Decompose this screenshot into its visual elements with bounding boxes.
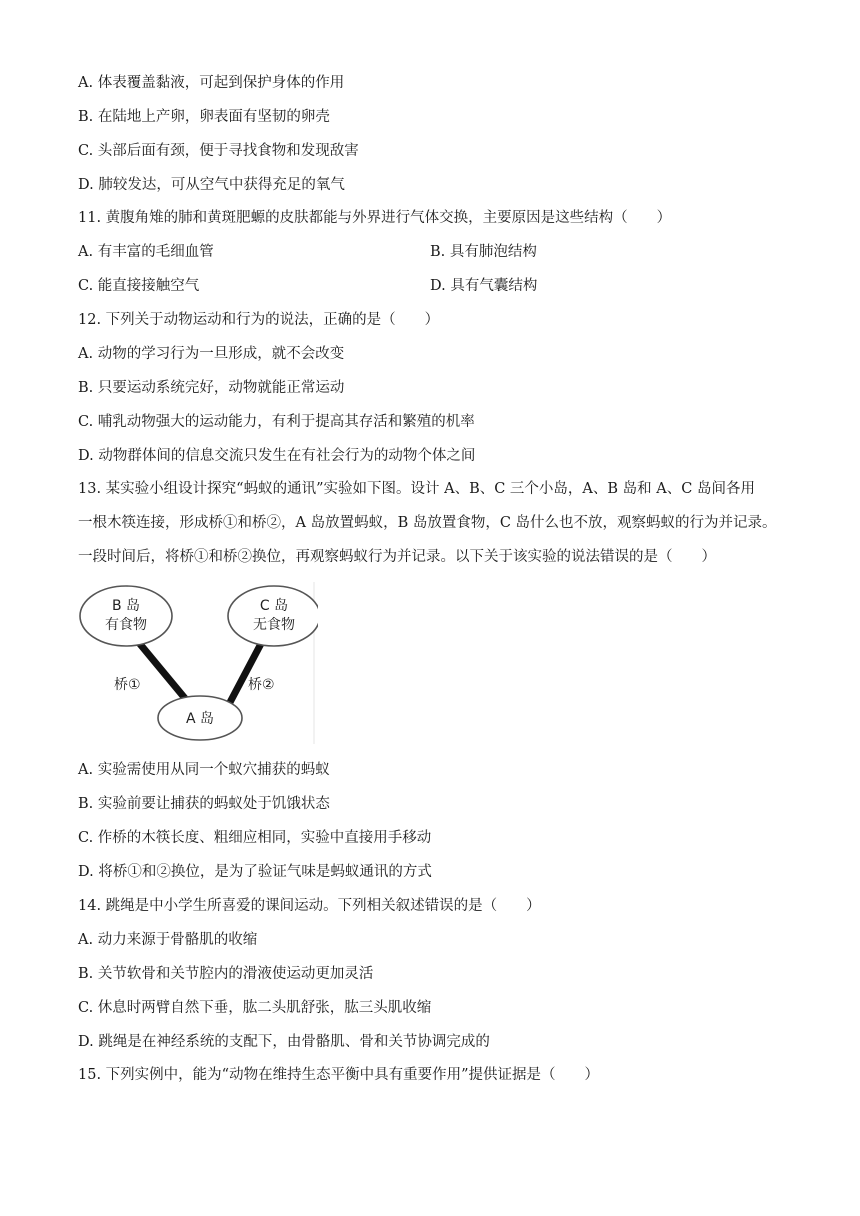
q12-option-d: D. 动物群体间的信息交流只发生在有社会行为的动物个体之间 [78, 448, 476, 464]
q14-stem: 14. 跳绳是中小学生所喜爱的课间运动。下列相关叙述错误的是（ ） [78, 898, 541, 914]
q12-option-c: C. 哺乳动物强大的运动能力，有利于提高其存活和繁殖的机率 [78, 414, 475, 430]
ant-experiment-figure [78, 582, 318, 744]
q13-stem-line1: 13. 某实验小组设计探究“蚂蚁的通讯”实验如下图。设计 A、B、C 三个小岛，A、B 岛和 A、C 岛间各用 [78, 481, 755, 497]
q11-option-c: C. 能直接接触空气 [78, 278, 200, 294]
q14-option-b: B. 关节软骨和关节腔内的滑液使运动更加灵活 [78, 966, 374, 982]
q12-stem: 12. 下列关于动物运动和行为的说法，正确的是（ ） [78, 312, 440, 328]
q12-option-a: A. 动物的学习行为一旦形成，就不会改变 [78, 346, 345, 362]
q14-option-d: D. 跳绳是在神经系统的支配下，由骨骼肌、骨和关节协调完成的 [78, 1034, 490, 1050]
q10-option-d: D. 肺较发达，可从空气中获得充足的氧气 [78, 177, 345, 193]
q11-option-a: A. 有丰富的毛细血管 [78, 244, 214, 260]
island-a-name: A 岛 [185, 711, 215, 727]
q10-option-a: A. 体表覆盖黏液，可起到保护身体的作用 [78, 75, 345, 91]
island-c [228, 586, 318, 646]
q13-option-a: A. 实验需使用从同一个蚁穴捕获的蚂蚁 [78, 762, 330, 778]
island-c-note: 无食物 [253, 617, 295, 633]
bridge-2-label: 桥② [248, 677, 275, 693]
island-b-name: B 岛 [111, 598, 141, 614]
q11-option-d: D. 具有气囊结构 [430, 278, 538, 294]
q11-option-b: B. 具有肺泡结构 [430, 244, 537, 260]
island-c-name: C 岛 [259, 598, 289, 614]
q14-option-c: C. 休息时两臂自然下垂，肱二头肌舒张，肱三头肌收缩 [78, 1000, 432, 1016]
q12-option-b: B. 只要运动系统完好，动物就能正常运动 [78, 380, 345, 396]
q10-option-b: B. 在陆地上产卵，卵表面有坚韧的卵壳 [78, 109, 330, 125]
q13-option-b: B. 实验前要让捕获的蚂蚁处于饥饿状态 [78, 796, 330, 812]
q13-option-d: D. 将桥①和②换位，是为了验证气味是蚂蚁通讯的方式 [78, 864, 432, 880]
q13-stem-line3: 一段时间后，将桥①和桥②换位，再观察蚂蚁行为并记录。以下关于该实验的说法错误的是（ ） [78, 549, 716, 565]
bridge-1-label: 桥① [114, 677, 141, 693]
q13-stem-line2: 一根木筷连接，形成桥①和桥②，A 岛放置蚂蚁，B 岛放置食物，C 岛什么也不放，观察蚂蚁的行为并记录。 [78, 515, 777, 531]
q11-stem: 11. 黄腹角雉的肺和黄斑肥螈的皮肤都能与外界进行气体交换，主要原因是这些结构（ ） [78, 210, 672, 226]
q15-stem: 15. 下列实例中，能为“动物在维持生态平衡中具有重要作用”提供证据是（ ） [78, 1067, 599, 1083]
q14-option-a: A. 动力来源于骨骼肌的收缩 [78, 932, 258, 948]
q13-option-c: C. 作桥的木筷长度、粗细应相同，实验中直接用手移动 [78, 830, 432, 846]
bridge-2-stick [227, 638, 264, 708]
island-b [80, 586, 172, 646]
q10-option-c: C. 头部后面有颈，便于寻找食物和发现敌害 [78, 143, 359, 159]
island-b-note: 有食物 [105, 617, 147, 633]
